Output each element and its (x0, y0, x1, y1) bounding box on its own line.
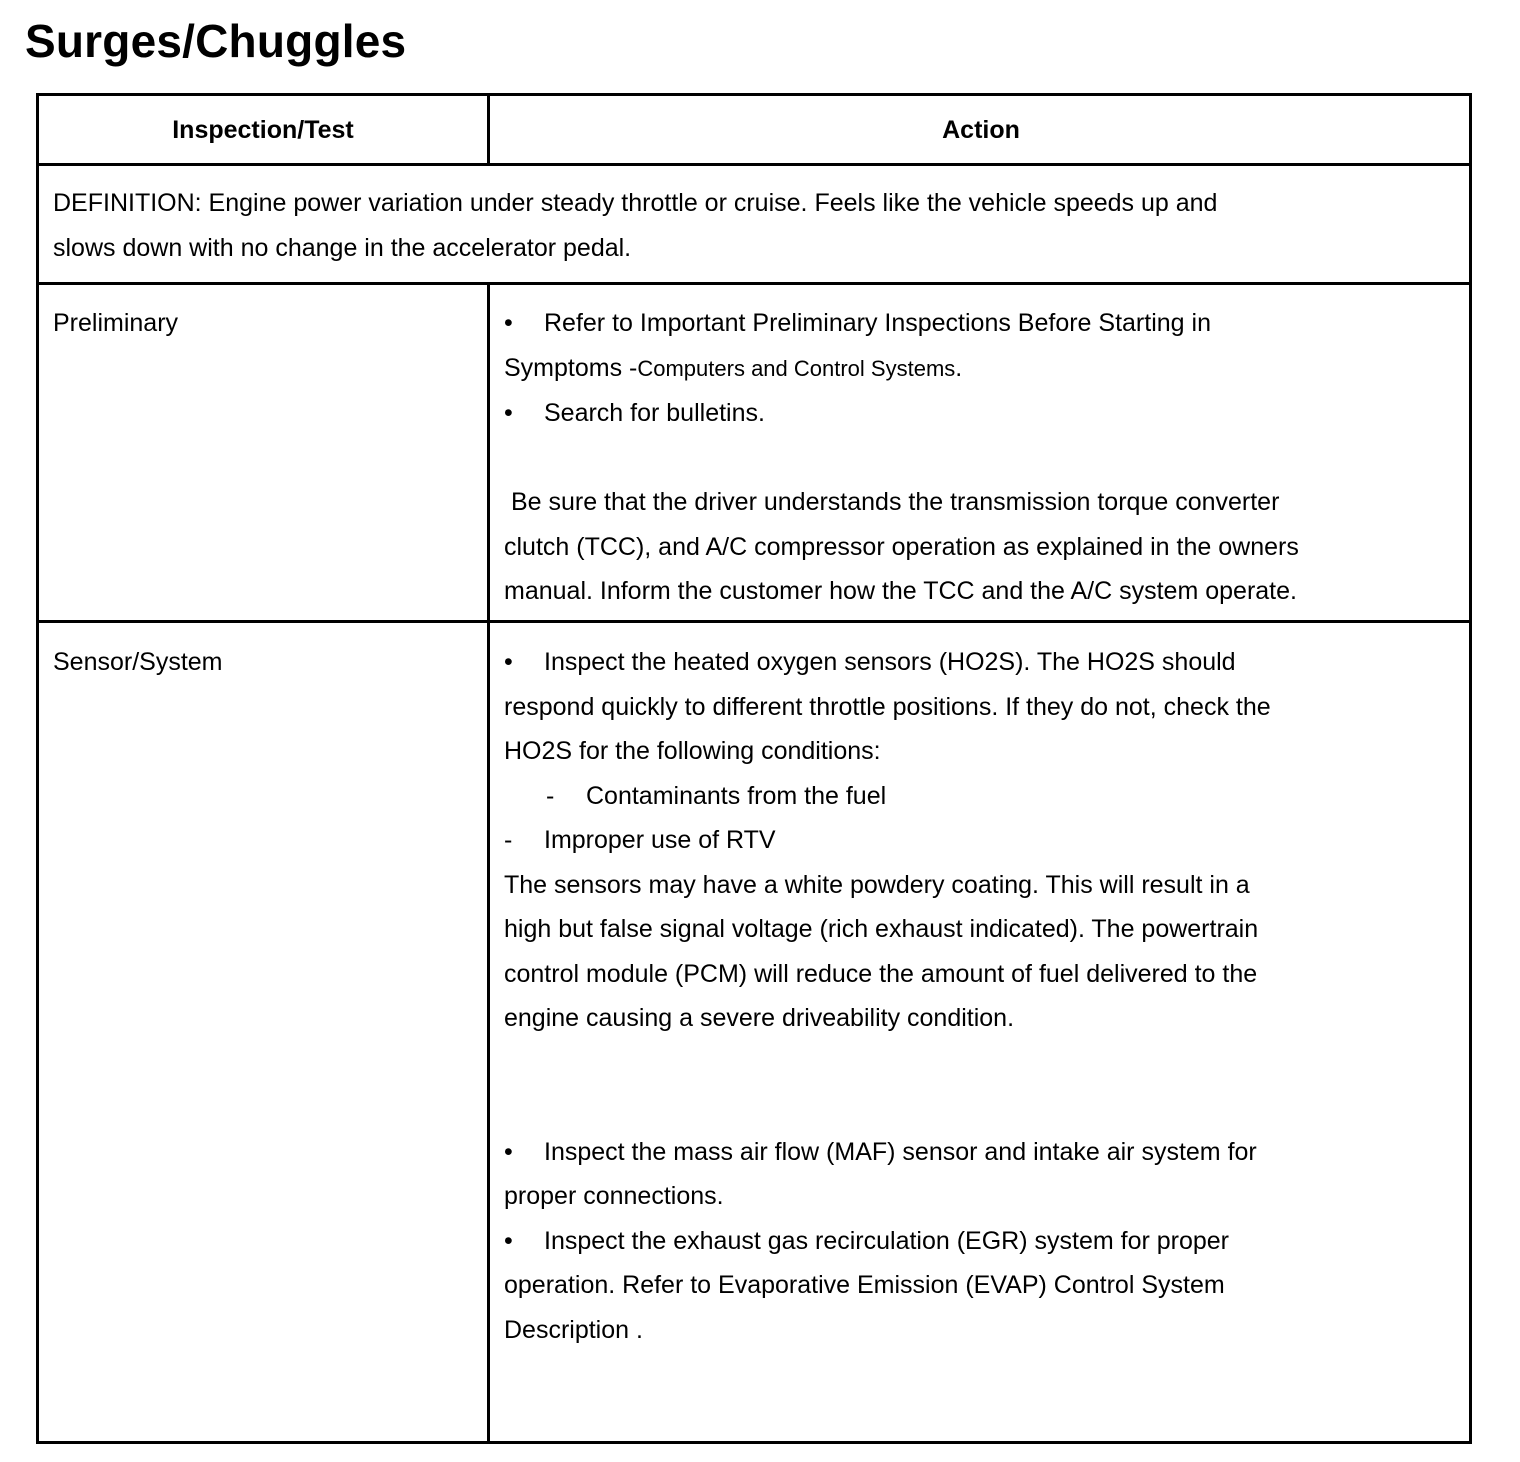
sensor-system-action (504, 640, 1271, 1352)
column-header-action: Action (942, 116, 1020, 144)
list-item-continuation: HO2S for the following conditions: (504, 737, 881, 765)
bullet-icon: • (504, 1226, 513, 1255)
paragraph-line: The sensors may have a white powdery coating. This will result in a (504, 870, 1250, 899)
paragraph-line: high but false signal voltage (rich exhaust indicated). The powertrain (504, 915, 1259, 943)
bullet-icon: • (504, 309, 513, 337)
list-item: • Inspect the exhaust gas recirculation (EGR) system for proper (504, 1219, 1271, 1264)
definition-line: slows down with no change in the accelerator pedal. (53, 233, 632, 262)
note-line: Be sure that the driver understands the transmission torque converter (504, 488, 1280, 516)
list-item-continuation: operation. Refer to Evaporative Emission (EVAP) Control System (504, 1271, 1225, 1299)
body-column-divider (487, 285, 490, 1444)
dash-icon: - (504, 826, 513, 854)
dash-icon: - (546, 781, 555, 810)
sub-list-item: - Contaminants from the fuel (504, 774, 1271, 819)
note-line: clutch (TCC), and A/C compressor operation as explained in the owners (504, 532, 1299, 561)
preliminary-divider (39, 620, 1469, 623)
definition-divider (39, 282, 1469, 285)
header-column-divider (487, 96, 490, 164)
list-item-continuation: proper connections. (504, 1182, 724, 1210)
row-label-preliminary: Preliminary (53, 309, 179, 337)
note-line: manual. Inform the customer how the TCC and the A/C system operate. (504, 577, 1297, 605)
header-divider (39, 163, 1469, 166)
list-item-continuation: respond quickly to different throttle positions. If they do not, check the (504, 692, 1271, 721)
definition-line: DEFINITION: Engine power variation under steady throttle or cruise. Feels like the vehicle speeds up and (53, 189, 1218, 217)
list-item: • Refer to Important Preliminary Inspections Before Starting in (504, 301, 1299, 346)
list-item: • Inspect the mass air flow (MAF) sensor and intake air system for (504, 1130, 1271, 1175)
sub-list-item: - Improper use of RTV (504, 818, 1271, 863)
paragraph-line: control module (PCM) will reduce the amount of fuel delivered to the (504, 959, 1258, 988)
cross-reference: Computers and Control Systems (637, 355, 956, 381)
preliminary-action (504, 301, 1299, 614)
list-item-continuation: Description . (504, 1315, 643, 1344)
list-item-continuation: Symptoms -Computers and Control Systems. (504, 353, 963, 382)
list-item: • Inspect the heated oxygen sensors (HO2S). The HO2S should (504, 640, 1271, 685)
symptom-table (36, 93, 1472, 1444)
row-label-sensor-system: Sensor/System (53, 648, 223, 676)
definition-text (53, 181, 1217, 270)
list-item: • Search for bulletins. (504, 391, 1299, 436)
bullet-icon: • (504, 1137, 513, 1166)
paragraph-line: engine causing a severe driveability condition. (504, 1004, 1015, 1032)
bullet-icon: • (504, 399, 513, 427)
bullet-icon: • (504, 648, 513, 676)
page-title: Surges/Chuggles (25, 15, 407, 67)
column-header-inspection-test: Inspection/Test (172, 116, 354, 144)
